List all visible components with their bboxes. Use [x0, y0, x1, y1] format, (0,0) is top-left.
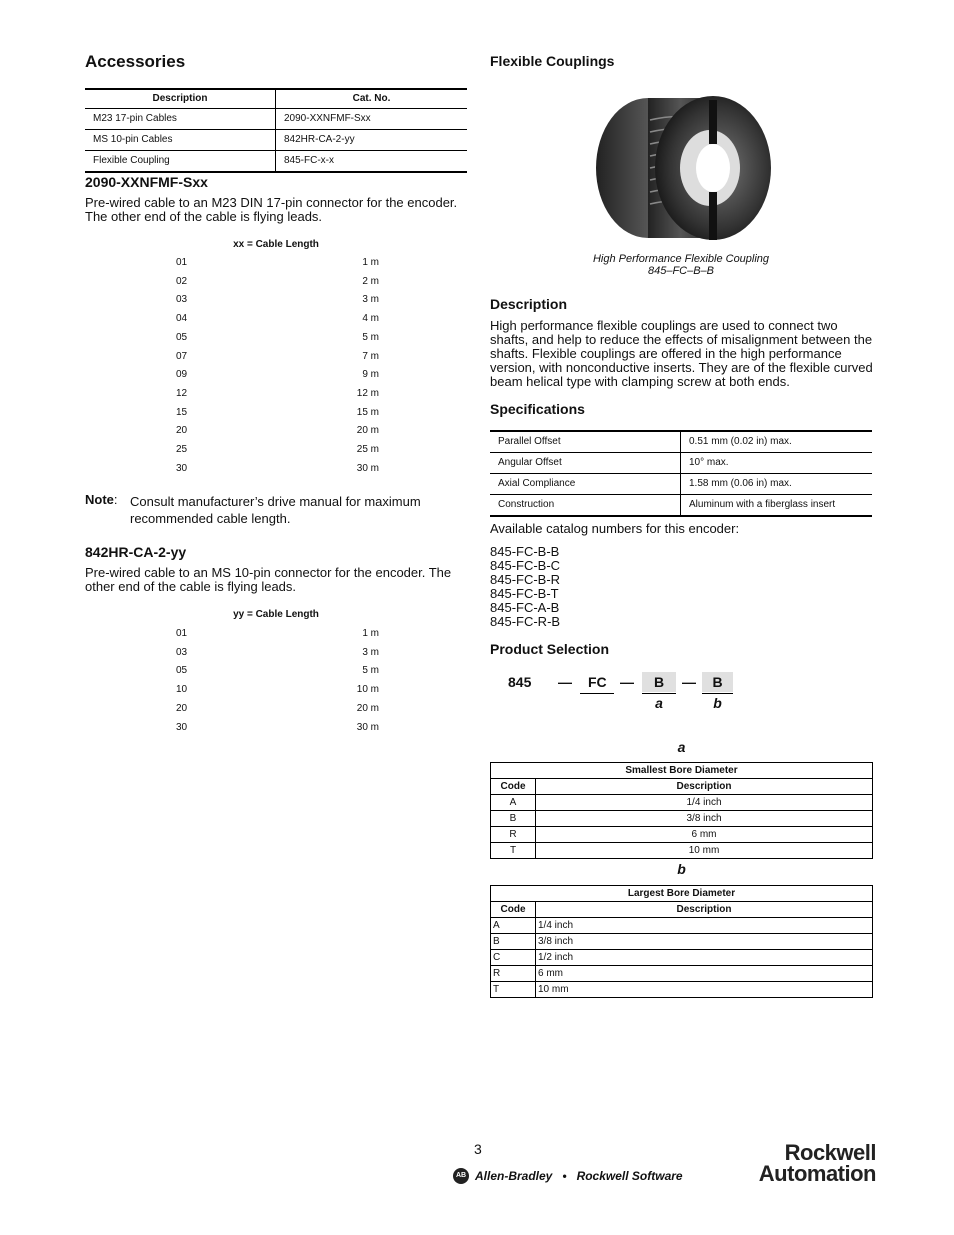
table-cell: T — [491, 982, 536, 998]
length-value: 4 m — [362, 313, 379, 325]
image-caption-line: High Performance Flexible Coupling — [592, 253, 770, 265]
ps-a-label: a — [655, 695, 663, 711]
table-header: Description — [536, 902, 873, 918]
length-row — [176, 628, 379, 639]
accessories-table — [85, 88, 467, 173]
table-cell: R — [491, 827, 536, 843]
ps-dash: — — [682, 674, 696, 690]
length-row — [176, 665, 379, 676]
table-title: Smallest Bore Diameter — [491, 763, 873, 779]
table-cell: 3/8 inch — [536, 934, 873, 950]
section-title: Flexible Couplings — [490, 53, 615, 69]
table-cell: R — [491, 966, 536, 982]
table-header: Description — [536, 779, 873, 795]
table-cell: 10 mm — [536, 843, 873, 859]
length-row — [176, 407, 379, 418]
ps-b-box: B — [702, 672, 733, 692]
table-cell: Flexible Coupling — [85, 151, 276, 173]
length-value: 10 m — [356, 684, 379, 696]
length-code: 09 — [176, 369, 188, 381]
note-label: Note — [85, 492, 114, 507]
section-heading: Product Selection — [490, 641, 610, 657]
table-cell: M23 17-pin Cables — [85, 109, 276, 130]
table-header: Code — [491, 902, 536, 918]
table-row — [491, 843, 873, 859]
length-code: 12 — [176, 387, 188, 399]
table-cell: T — [491, 843, 536, 859]
table-row — [491, 934, 873, 950]
table-cell: 1.58 mm (0.06 in) max. — [681, 474, 873, 495]
ps-dash: — — [558, 674, 572, 690]
table-row — [491, 811, 873, 827]
coupling-image — [588, 90, 778, 250]
length-code: 01 — [176, 628, 188, 639]
section-heading: Specifications — [490, 401, 585, 417]
list-item: 845-FC-A-B — [490, 600, 560, 615]
length-code: 25 — [176, 444, 188, 455]
largest-bore-table — [490, 885, 873, 998]
length-code: 20 — [176, 425, 188, 437]
length-row — [176, 444, 379, 455]
length-value: 7 m — [362, 350, 379, 362]
brand-line — [453, 1168, 683, 1184]
page-title: Accessories — [85, 52, 186, 71]
length-row — [176, 425, 379, 436]
table-row — [491, 950, 873, 966]
table-cell: 1/2 inch — [536, 950, 873, 966]
length-row — [176, 351, 379, 362]
length-row — [176, 294, 379, 305]
table-cell: B — [491, 934, 536, 950]
table-cell: 2090-XXNFMF-Sxx — [276, 109, 468, 130]
note-text: Consult manufacturer’s drive manual for maximum recommended cable length. — [130, 494, 421, 526]
ps-fc: FC — [588, 674, 607, 690]
table-cell: A — [491, 795, 536, 811]
table-cell: 1/4 inch — [536, 795, 873, 811]
length-table-header: yy = Cable Length — [233, 609, 319, 620]
length-value: 5 m — [362, 331, 379, 343]
length-code: 30 — [176, 721, 188, 733]
brand-separator: • — [562, 1169, 567, 1183]
length-code: 07 — [176, 350, 188, 362]
length-row — [176, 332, 379, 343]
ps-underline — [580, 693, 614, 694]
catalog-list — [490, 545, 560, 629]
length-value: 30 m — [356, 721, 379, 733]
page-number: 3 — [474, 1141, 482, 1157]
table-cell: 0.51 mm (0.02 in) max. — [681, 431, 873, 453]
table-row — [491, 918, 873, 934]
image-caption-line: 845–FC–B–B — [647, 265, 715, 277]
table-cell: 10° max. — [681, 453, 873, 474]
length-value: 3 m — [362, 294, 379, 306]
length-row — [176, 463, 379, 474]
section-text: Pre-wired cable to an M23 DIN 17-pin connector for the encoder. The other end of the cable is flying leads. — [85, 195, 458, 224]
image-caption — [490, 253, 872, 277]
length-code: 04 — [176, 313, 188, 325]
length-code: 15 — [176, 406, 188, 418]
table-row — [490, 453, 872, 474]
table-cell: Angular Offset — [490, 453, 681, 474]
table-header: Description — [85, 89, 276, 109]
length-code: 30 — [176, 462, 188, 474]
table-row — [491, 982, 873, 998]
brand-allen-bradley: Allen-Bradley — [475, 1169, 553, 1183]
table-cell: 3/8 inch — [536, 811, 873, 827]
table-cell: MS 10-pin Cables — [85, 130, 276, 151]
ps-underline — [702, 693, 733, 694]
ps-underline — [642, 693, 676, 694]
table-cell: 845-FC-x-x — [276, 151, 468, 173]
length-value: 30 m — [356, 462, 379, 474]
note-colon: : — [113, 492, 118, 507]
ps-a-box: B — [642, 672, 676, 692]
section-text: Pre-wired cable to an MS 10-pin connector for the encoder. The other end of the cable is flying leads. — [85, 565, 452, 594]
table-row — [491, 827, 873, 843]
section-heading: 2090-XXNFMF-Sxx — [85, 174, 208, 190]
brand-rockwell-software: Rockwell Software — [576, 1169, 683, 1183]
length-value: 20 m — [356, 702, 379, 714]
logo-line: Automation — [758, 1161, 876, 1186]
length-row — [176, 388, 379, 399]
length-row — [176, 647, 379, 658]
length-code: 03 — [176, 646, 188, 658]
length-row — [176, 684, 379, 695]
table-row — [85, 151, 467, 173]
length-value: 5 m — [362, 665, 379, 677]
length-value: 15 m — [356, 406, 379, 418]
length-value: 3 m — [362, 646, 379, 658]
table-b-label: b — [677, 861, 686, 877]
table-title: Largest Bore Diameter — [491, 886, 873, 902]
length-value: 2 m — [362, 275, 379, 287]
smallest-bore-table — [490, 762, 873, 859]
ps-b-label: b — [713, 695, 722, 711]
length-row — [176, 369, 379, 380]
length-row — [176, 722, 379, 733]
length-code: 05 — [176, 331, 188, 343]
table-row — [490, 495, 872, 517]
length-row — [176, 276, 379, 287]
length-code: 02 — [176, 275, 188, 287]
length-code: 01 — [176, 257, 188, 268]
table-cell: 10 mm — [536, 982, 873, 998]
table-row — [491, 966, 873, 982]
length-table-header: xx = Cable Length — [233, 239, 319, 250]
length-value: 25 m — [356, 444, 379, 455]
section-text: High performance flexible couplings are used to connect two shafts, and help to reduce the effects of misalignment between the shafts. Flexible couplings are offered in the high performance version, with nonconductive inserts. They are of the flexible curved beam helical type with clamping screw at both ends. — [490, 318, 873, 389]
table-cell: Parallel Offset — [490, 431, 681, 453]
table-row — [491, 795, 873, 811]
length-code: 10 — [176, 684, 188, 696]
section-heading: Description — [490, 296, 568, 312]
table-cell: Axial Compliance — [490, 474, 681, 495]
section-heading: 842HR-CA-2-yy — [85, 544, 187, 560]
table-cell: B — [491, 811, 536, 827]
logo-line: Rockwell — [784, 1140, 876, 1165]
length-code: 05 — [176, 665, 188, 677]
specifications-table — [490, 430, 872, 517]
table-cell: 6 mm — [536, 966, 873, 982]
ps-base: 845 — [508, 674, 532, 690]
list-item: 845-FC-B-R — [490, 572, 561, 587]
list-item: 845-FC-B-T — [490, 586, 559, 601]
table-cell: Aluminum with a fiberglass insert — [681, 495, 873, 517]
table-a-label: a — [677, 739, 686, 755]
table-header: Cat. No. — [276, 89, 468, 109]
ps-dash: — — [620, 674, 634, 690]
length-row — [176, 703, 379, 714]
table-cell: A — [491, 918, 536, 934]
list-item: 845-FC-B-B — [490, 544, 560, 559]
length-value: 1 m — [362, 257, 379, 268]
list-item: 845-FC-B-C — [490, 558, 561, 573]
table-cell: 1/4 inch — [536, 918, 873, 934]
length-row — [176, 257, 379, 268]
catalog-intro: Available catalog numbers for this encoder: — [490, 521, 740, 536]
length-value: 1 m — [362, 628, 379, 639]
table-cell: Construction — [490, 495, 681, 517]
table-row — [85, 109, 467, 130]
length-value: 9 m — [362, 369, 379, 381]
table-cell: C — [491, 950, 536, 966]
table-row — [85, 130, 467, 151]
length-value: 20 m — [356, 425, 379, 437]
length-code: 03 — [176, 294, 188, 306]
length-code: 20 — [176, 702, 188, 714]
length-value: 12 m — [356, 387, 379, 399]
table-header: Code — [491, 779, 536, 795]
table-cell: 6 mm — [536, 827, 873, 843]
list-item: 845-FC-R-B — [490, 614, 561, 629]
rockwell-automation-logo — [712, 1142, 876, 1184]
table-cell: 842HR-CA-2-yy — [276, 130, 468, 151]
table-row — [490, 431, 872, 453]
length-row — [176, 313, 379, 324]
table-row — [490, 474, 872, 495]
ab-logo-icon: AB — [453, 1168, 469, 1184]
